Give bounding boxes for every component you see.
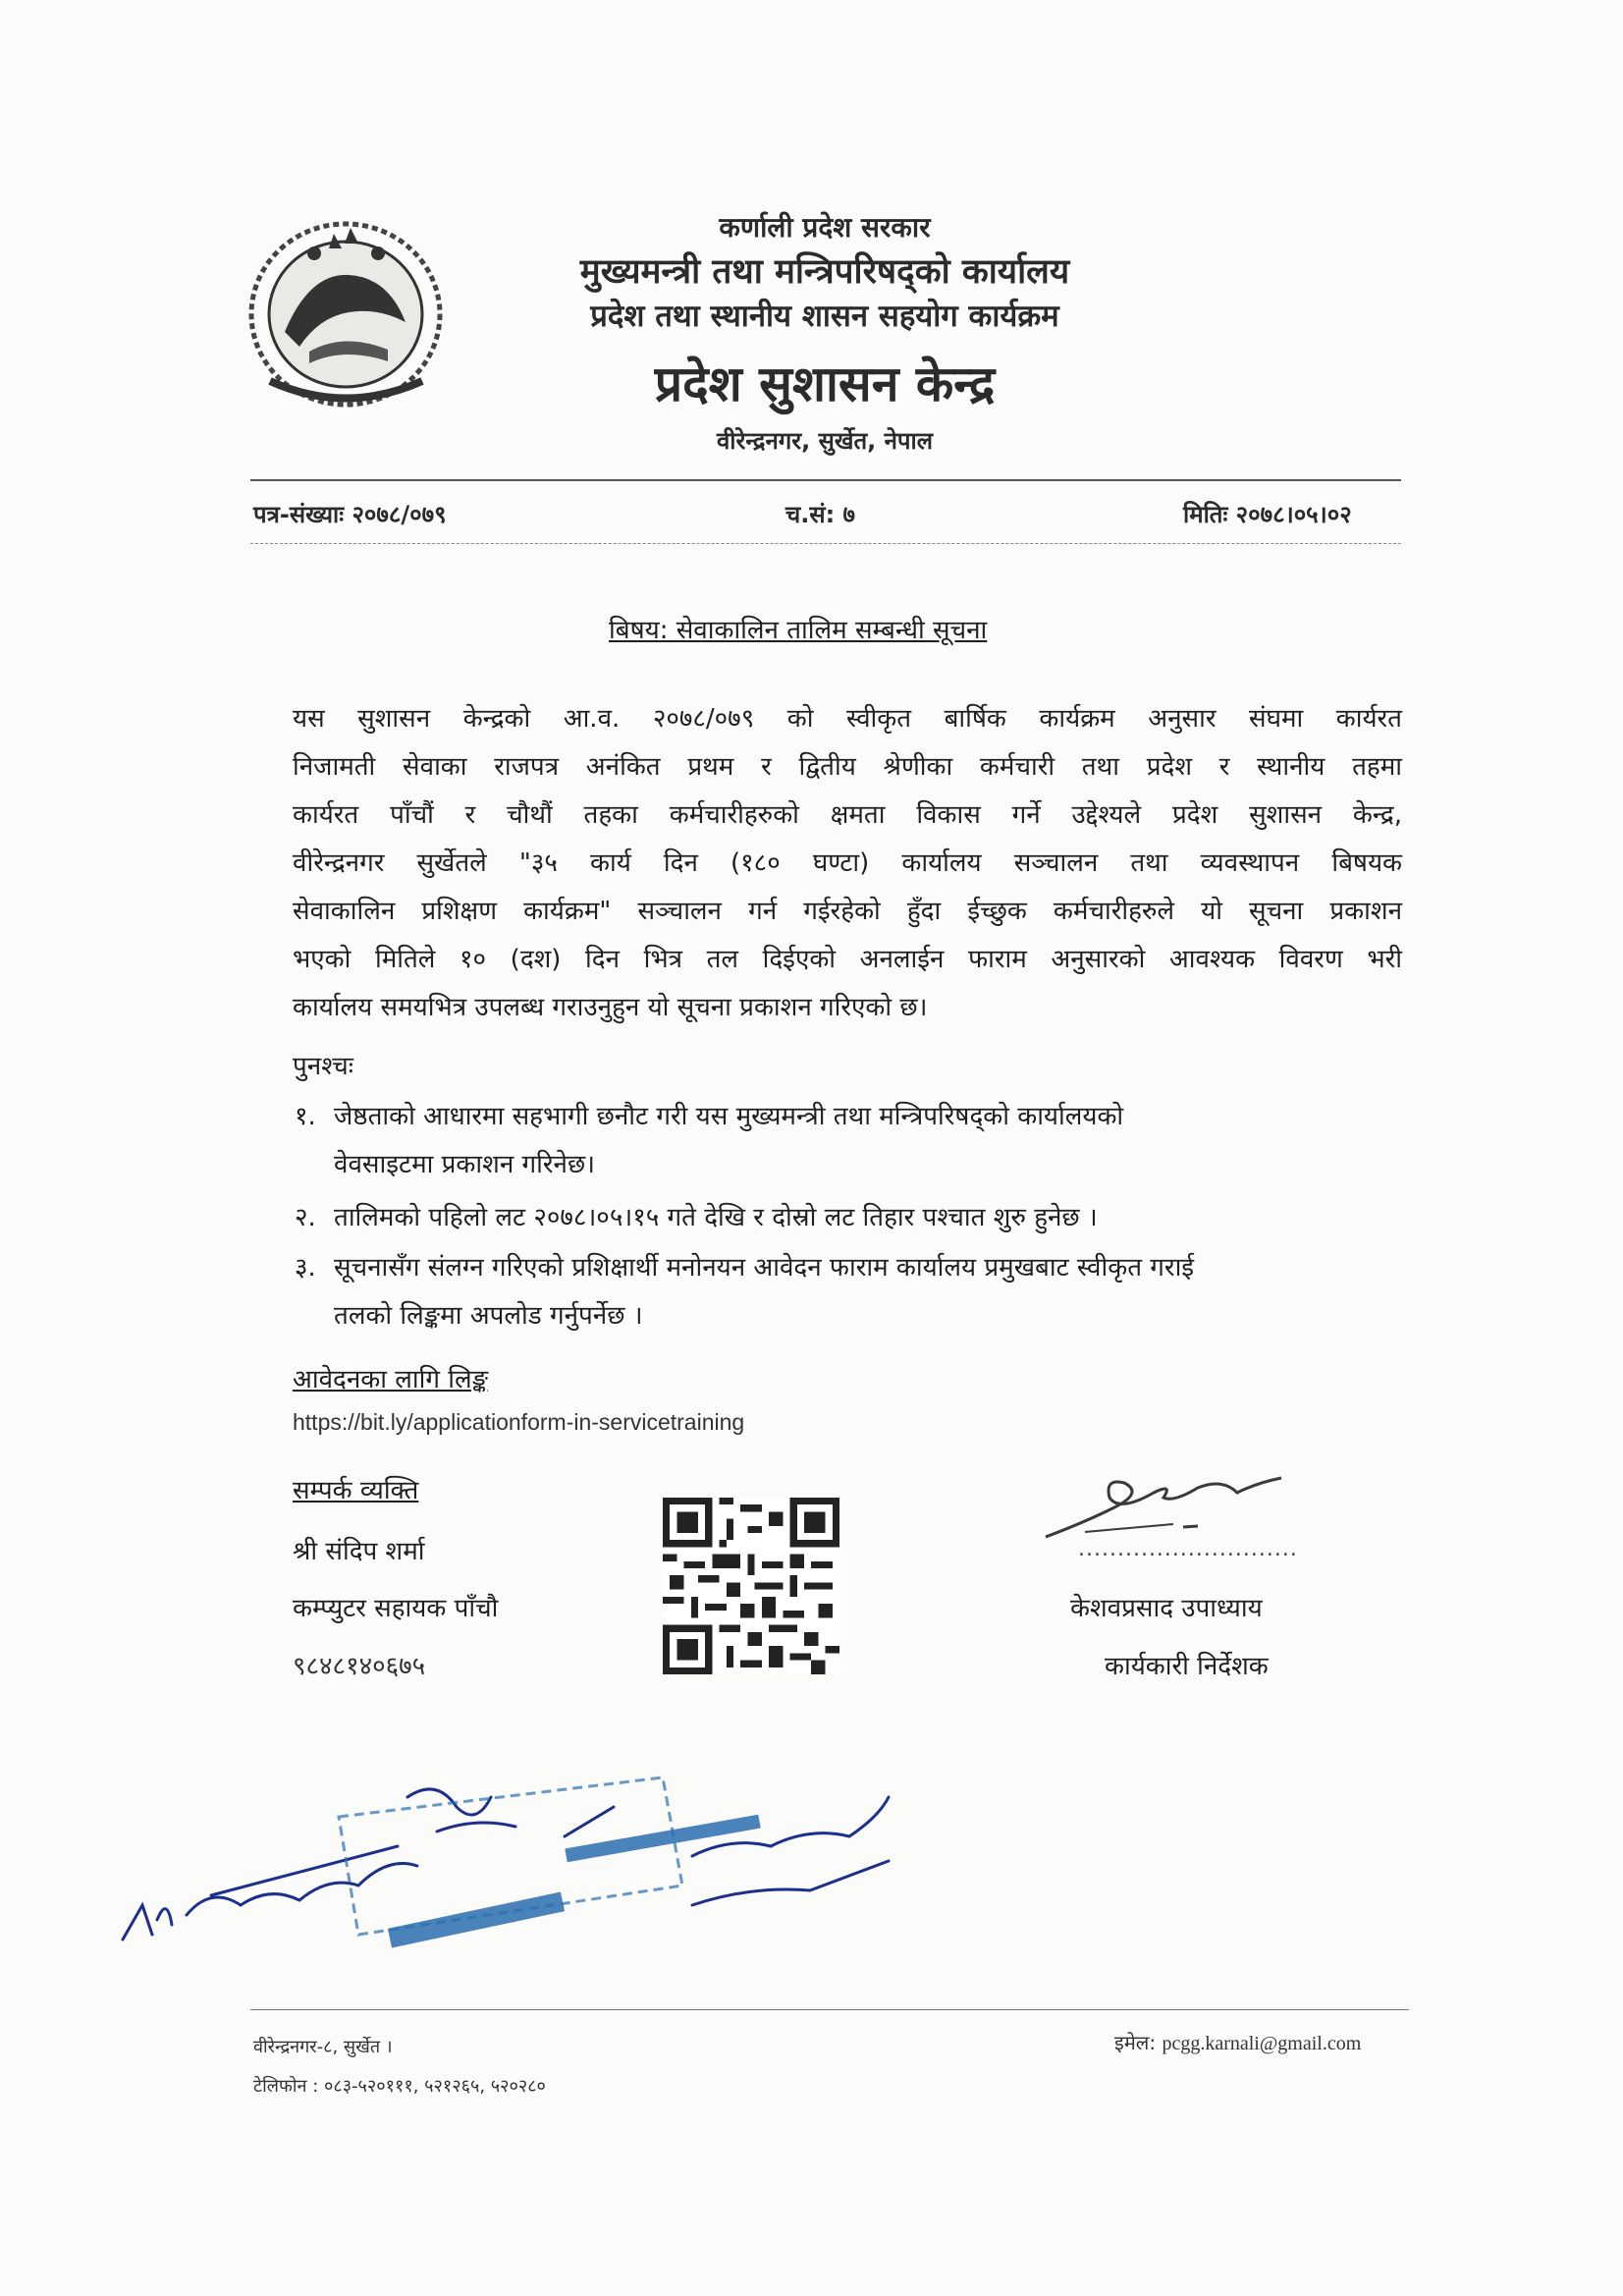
letter-number-label: पत्र-संख्याः [253, 501, 345, 528]
postscript-label: पुनश्चः [293, 1052, 354, 1081]
note-text: सूचनासँग संलग्न गरिएको प्रशिक्षार्थी मनोनयन आवेदन फाराम कार्यालय प्रमुखबाट स्वीकृत गराई [334, 1253, 1195, 1283]
footer-telephone: टेलिफोन : ०८३-५२०१११, ५२१२६५, ५२०२८० [253, 2076, 546, 2097]
application-link[interactable]: https://bit.ly/applicationform-in-servicetraining [293, 1409, 745, 1435]
contact-label: सम्पर्क व्यक्ति [293, 1476, 419, 1505]
qr-code-icon[interactable] [663, 1498, 839, 1674]
footer-email [1114, 2029, 1361, 2055]
received-stamp-and-handwriting-icon [103, 1738, 1026, 1974]
program-name: प्रदेश तथा स्थानीय शासन सहयोग कार्यक्रम [590, 299, 1059, 334]
reference-divider [250, 543, 1401, 544]
note-item [295, 1097, 1400, 1132]
note-text: जेष्ठताको आधारमा सहभागी छनौट गरी यस मुख्यमन्त्री तथा मन्त्रिपरिषद्को कार्यालयको [334, 1102, 1124, 1131]
letter-date [1183, 498, 1352, 530]
office-name: मुख्यमन्त्री तथा मन्त्रिपरिषद्को कार्यालय [579, 252, 1070, 292]
letter-number-value: २०७८/०७९ [352, 501, 447, 528]
footer-email-value[interactable]: pcgg.karnali@gmail.com [1162, 2033, 1362, 2054]
footer-email-label: इमेल: [1114, 2031, 1157, 2054]
contact-name: श्री संदिप शर्मा [293, 1537, 425, 1566]
letter-date-label: मितिः [1183, 501, 1228, 528]
note-number: ३. [295, 1253, 316, 1283]
signatory-title: कार्यकारी निर्देशक [1105, 1652, 1269, 1681]
signatory-name: केशवप्रसाद उपाध्याय [1070, 1594, 1263, 1623]
body-line: कार्यरत पाँचौं र चौथौं तहका कर्मचारीहरुको क्षमता विकास गर्ने उद्देश्यले प्रदेश सुशासन केन्द्र, [293, 800, 1402, 830]
note-item [295, 1248, 1400, 1284]
letter-number [253, 498, 447, 530]
contact-post: कम्प्युटर सहायक पाँचौ [293, 1594, 499, 1623]
body-line: सेवाकालिन प्रशिक्षण कार्यक्रम" सञ्चालन गर्न गईरहेको हुँदा ईच्छुक कर्मचारीहरुले यो सूचना प्रकाशन [293, 897, 1402, 926]
note-text: तालिमको पहिलो लट २०७८।०५।१५ गते देखि र दोस्रो लट तिहार पश्चात शुरु हुनेछ । [334, 1203, 1098, 1232]
application-link-label: आवेदनका लागि लिङ्क [293, 1365, 489, 1394]
centre-name: प्रदेश सुशासन केन्द्र [654, 355, 996, 412]
government-name: कर्णाली प्रदेश सरकार [719, 211, 931, 244]
dispatch-number-value: ७ [842, 501, 856, 528]
body-line: कार्यालय समयभित्र उपलब्ध गराउनुहुन यो सूचना प्रकाशन गरिएको छ। [293, 993, 928, 1022]
body-line: वीरेन्द्रनगर सुर्खेतले "३५ कार्य दिन (१८० घण्टा) कार्यालय सञ्चालन तथा व्यवस्थापन बिषयक [293, 848, 1402, 878]
dispatch-number-label: च.सं: [785, 501, 836, 528]
signature-line: ............................ [1078, 1537, 1298, 1561]
body-line: यस सुशासन केन्द्रको आ.व. २०७८/०७९ को स्वीकृत बार्षिक कार्यक्रम अनुसार संघमा कार्यरत [293, 704, 1402, 734]
body-line: भएको मितिले १० (दश) दिन भित्र तल दिईएको अनलाईन फाराम अनुसारको आवश्यक विवरण भरी [293, 945, 1402, 974]
note-continuation: तलको लिङ्कमा अपलोड गर्नुपर्नेछ । [334, 1301, 643, 1331]
note-number: २. [295, 1203, 316, 1232]
letter-date-value: २०७८।०५।०२ [1235, 501, 1352, 528]
footer-address: वीरेन्द्रनगर-८, सुर्खेत । [253, 2037, 393, 2057]
nepal-emblem-icon [241, 214, 452, 415]
notice-subject: बिषय: सेवाकालिन तालिम सम्बन्धी सूचना [609, 616, 988, 645]
contact-phone: ९८४८१४०६७५ [293, 1652, 426, 1681]
note-number: १. [295, 1102, 316, 1131]
body-line: निजामती सेवाका राजपत्र अनंकित प्रथम र द्वितीय श्रेणीका कर्मचारी तथा प्रदेश र स्थानीय तहमा [293, 752, 1402, 782]
centre-address: वीरेन्द्रनगर, सुर्खेत, नेपाल [716, 427, 934, 455]
note-continuation: वेवसाइटमा प्रकाशन गरिनेछ। [334, 1150, 596, 1179]
dispatch-number [785, 498, 855, 530]
note-item [295, 1198, 1098, 1233]
header-divider [250, 479, 1401, 481]
footer-divider [250, 2009, 1409, 2010]
